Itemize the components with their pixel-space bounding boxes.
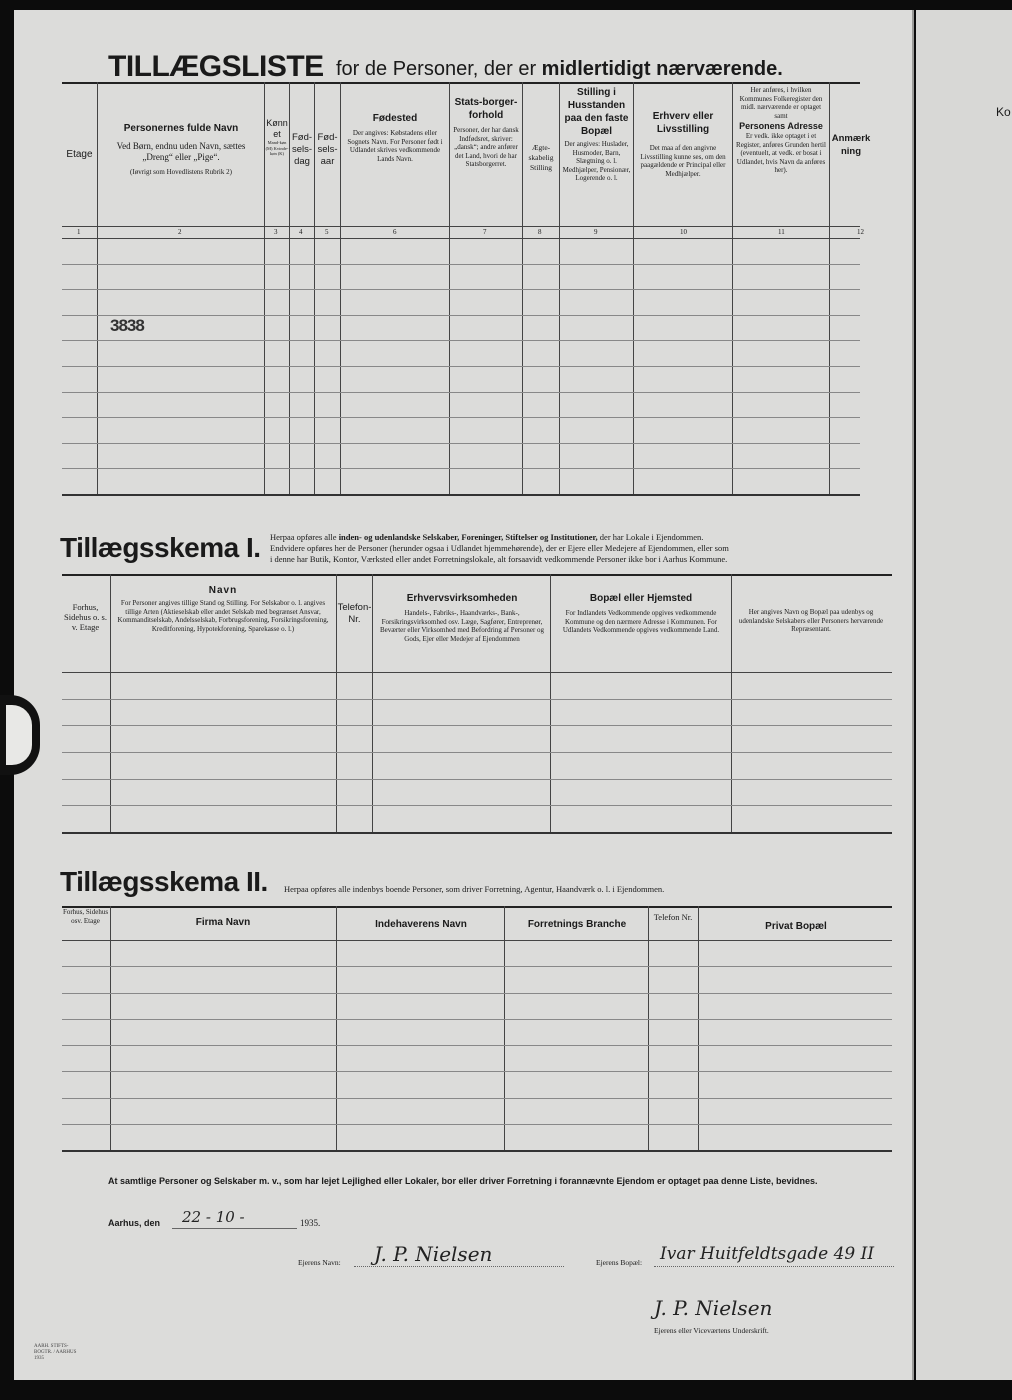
skema1-note: Herpaa opføres alle inden- og udenlandske Selskaber, Foreninger, Stiftelser og Institutioner, der har Lokale i Ejendommen. Endvidere opføres her de Personer (herunder ogsaa i Udlandet hjemmehørende), der er Ejere eller Medejere af Ejendommen, eller som i denne har Butik, Kontor, Værksted eller andet Forretningslokale, alt forsaavidt vedkommende Personer ikke bor i Aarhus Kommune. [270,532,729,564]
header-bottom-rule [62,226,860,227]
table-row-rule [62,1071,892,1072]
year-label: 1935. [300,1218,321,1228]
signature-label: Ejerens eller Viceværtens Underskrift. [654,1326,769,1335]
s2-col-owner-header: Indehaverens Navn [375,919,467,930]
s1-col-business-header: Erhvervsvirksomheden Handels-, Fabriks-, Haandværks-, Bank-, Forsikringsvirksomhed osv. Læge, Sagfører, Entreprenør, Beværter eller Virksomhed med Befordring af Personer og Gods, Ejer eller Medejer af Ejendommen [379,593,545,643]
col-address-header: Her anføres, i hvilken Kommunes Folkeregister den midl. nærværende er optaget samt Personens Adresse Er vedk. ikke optaget i et Register, anføres Grunden hertil (eventuelt, at vedk. er bosat i Udlandet, hvis Navn da anføres her). [736,86,826,174]
page-subtitle: for de Personer, der er midlertidigt nærværende. [336,58,783,80]
table-row-rule [62,725,892,726]
s2-col-etage-header: Forhus, Sidehus osv. Etage [62,908,109,925]
adjacent-page [916,10,1012,1380]
s1-col-representative-header: Her angives Navn og Bopæl paa udenbys og udenlandske Selskabers eller Personers herværende Repræsentant. [738,608,884,633]
owner-address-label: Ejerens Bopæl: [596,1258,643,1267]
table-row-rule [62,340,860,341]
table-row-rule [62,1019,892,1020]
s2-col-branch-header: Forretnings Branche [527,919,627,930]
s1-col-name-header: Navn For Personer angives tillige Stand og Stilling. For Selskabor o. l. angives tillige Arten (Aktieselskab eller andet Selskab med begrænset Ansvar, Kommanditselskab, Andelsselskab, Forbrugsforening, Forsikringsforening, Kreditforening, Hypotekforening, Sparekasse o. l.) [117,585,329,633]
col-occupation-header: Erhverv eller Livsstilling Det maa af den angivne Livsstilling kunne ses, om den paagældende er Principal eller Medhjælper. [640,111,726,178]
table-row-rule [62,1098,892,1099]
binder-clip [0,695,40,775]
place-label: Aarhus, den [108,1218,161,1228]
col-remarks-header: Anmærkning [831,133,871,157]
table-row-rule [62,1045,892,1046]
skema2-note: Herpaa opføres alle indenbys boende Personer, som driver Forretning, Agentur, Haandværk o. l. i Ejendommen. [284,884,665,894]
attestation-statement: At samtlige Personer og Selskaber m. v., som har lejet Lejlighed eller Lokaler, bor eller driver Forretning i forannævnte Ejendom er optaget paa denne Liste, bevidnes. [108,1176,818,1186]
owner-name-label: Ejerens Navn: [298,1258,341,1267]
adjacent-page-text: Ko [996,105,1011,119]
handwritten-date: 22 - 10 - [182,1208,245,1226]
col-birthplace-header: Fødested Der angives: Købstadens eller Sognets Navn. For Personer født i Udlandet skrives vedkommende Lands Navn. [347,113,443,163]
s1-col-residence-header: Bopæl eller Hjemsted For Indlandets Vedkommende opgives vedkommende Kommune og den nærmere Adresse i Kommunen. For Udlandets Vedkommende opgives vedkommende Land. [562,593,720,634]
table-row-rule [62,392,860,393]
signature-handwritten: J. P. Nielsen [654,1296,773,1320]
col-household-header: Stilling i Husstanden paa den faste Bopæl Der angives: Huslader, Husmoder, Barn, Slægtning o. l. Medhjælper, Pensionær, Logerende o. l. [562,87,631,182]
table-row-rule [62,443,860,444]
table-top-border [62,82,860,84]
col-etage-header: Etage [66,149,93,160]
table-row-rule [62,805,892,806]
col-gender-header: Kønnet Mand-køn (M) Kvinde-køn (K) [265,118,289,156]
table-row-rule [62,366,860,367]
owner-name-handwritten: J. P. Nielsen [374,1242,493,1266]
s2-col-firm-header: Firma Navn [195,917,251,928]
table-row-rule [62,1124,892,1125]
col-marital-header: Ægte-skabelig Stilling [528,143,554,172]
s2-col-phone-header: Telefon Nr. [653,912,693,922]
table-row-rule [62,289,860,290]
table-row-rule [62,264,860,265]
owner-address-handwritten: Ivar Huitfeldtsgade 49 II [660,1244,875,1264]
table-row-rule [62,966,892,967]
table-row-rule [62,417,860,418]
s1-col-etage-header: Forhus, Sidehus o. s. v. Etage [64,602,107,632]
col-birthday-header: Fød-sels-dag [291,132,313,167]
table-row-rule [62,752,892,753]
table-row-rule [62,315,860,316]
table-row-rule [62,779,892,780]
colnum-bottom-rule [62,238,860,239]
table-row-rule [62,468,860,469]
col-name-header: Personernes fulde Navn Ved Børn, endnu uden Navn, sættes „Dreng“ eller „Pige“. (Iøvrigt som Hovedlistens Rubrik 2) [116,123,246,176]
skema2-title: Tillægsskema II. [60,866,268,897]
col-citizenship-header: Stats-borger-forhold Personer, der har dansk Indfødsret, skriver: „dansk“; andre anfører det Land, hvori de har Statsborgerret. [453,97,519,168]
skema1-title: Tillægsskema I. [60,532,261,563]
page-title: TILLÆGSLISTE [108,50,324,83]
col-birthyear-header: Fød-sels-aar [317,132,338,167]
s1-col-phone-header: Telefon-Nr. [337,602,372,625]
printer-mark: AARH. STIFTS-BOGTR. / AARHUS 1935 [34,1344,77,1361]
s2-col-address-header: Privat Bopæl [765,921,827,932]
entry-mark: 3838 [110,316,144,335]
table-row-rule [62,993,892,994]
form-page: TILLÆGSLISTE for de Personer, der er midlertidigt nærværende. Etage Personernes fulde Navn Ved Børn, endnu uden Navn, sættes „Dreng“ eller „Pige“. (Iøvrigt som Hovedlistens Rubrik 2) Kønnet Mand-køn (M) Kvinde-køn (K) Fød-sels-dag Fød-sels-aar Fødested Der angives: Købstadens eller Sognets Navn. For Personer født i Udlandet skrives vedkommende Lands Navn. Stats-borger-forhold Personer, der har dansk Indfødsret, skriver: „dansk“; andre anfører det Land, hvori de har Statsborgerret. Ægte-skabelig Stilling Stilling i Husstanden paa den faste Bopæl Der angives: Huslader, Husmoder, Barn, Slægtning o. l. Medhjælper, Pensionær, Logerende o. l. Erhverv eller Livsstilling Det maa af den angivne Livsstilling kunne ses, om den paagældende er Principal eller Medhjælper. Her anføres, i hvilken Kommunes Folkeregister den midl. nærværende er optaget samt Personens Adresse Er vedk. ikke optaget i et Register, anføres Grunden hertil (eventuelt, at vedk. er bosat i Udlandet, hvis Navn da anføres her). Anmærkning 1 2 3 4 5 6 7 8 9 10 11 12 3838 Tillægsskema I. Herpaa opføres alle inden- og udenlandske Selskaber, Foreninger, Stiftelser og Institutioner, der har Lokale i Ejendommen. Endvidere opføres her de Personer (herunder ogsaa i Udlandet hjemmehørende), der er Ejere eller Medejere af Ejendommen, eller som i denne har Butik, Kontor, Værksted eller andet Forretningslokale, alt forsaavidt vedkommende Personer ikke bor i Aarhus Kommune. Forhus, Sidehus o. s. v. Etage Navn For Personer angives tillige Stand og Stilling. For Selskabor o. l. angives tillige Arten (Aktieselskab eller andet Selskab med begrænset Ansvar, Kommanditselskab, Andelsselskab, Forbrugsforening, Forsikringsforening, Kreditforening, Hypotekforening, Sparekasse o. l.) Telefon-Nr. Erhvervsvirksomheden Handels-, Fabriks-, Haandværks-, Bank-, Forsikringsvirksomhed osv. Læge, Sagfører, Entreprenør, Beværter eller Virksomhed med Befordring af Personer og Gods, Ejer eller Medejer af Ejendommen Bopæl eller Hjemsted For Indlandets Vedkommende opgives vedkommende Kommune og den nærmere Adresse i Kommunen. For Udlandets Vedkommende opgives vedkommende Land. Her angives Navn og Bopæl paa udenbys og udenlandske Selskabers eller Personers herværende Repræsentant. Tillægsskema II. Herpaa opføres alle indenbys boende Personer, som driver Forretning, Agentur, Haandværk o. l. i Ejendommen. Forhus, Sidehus osv. Etage Firma Navn Indehaverens Navn Forretnings Branche Telefon Nr. Privat Bopæl At samtlige Personer og Selskaber m. v., som har lejet Lejlighed eller Lokaler, bor eller driver Forretning i forannævnte Ejendom er optaget paa denne Liste, bevidnes. Aarhus, den 22 - 10 - 1935. Ejerens Navn: J. P. Nielsen Ejerens Bopæl: Ivar Huitfeldtsgade 49 II J. P. Nielsen Ejerens eller Viceværtens Underskrift. AARH. STIFTS-BOGTR. / AARHUS 1935 [14,10,914,1380]
table-bottom-border [62,494,860,496]
table-row-rule [62,699,892,700]
